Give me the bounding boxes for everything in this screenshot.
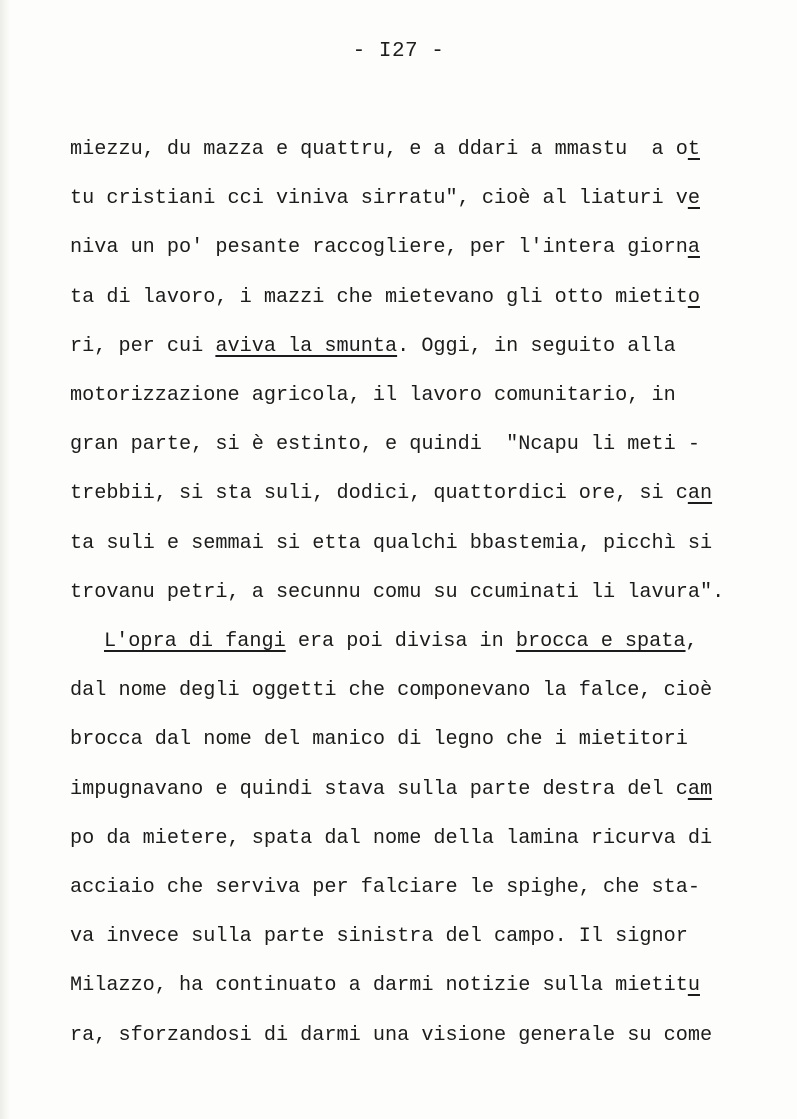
text-segment: ra, sforzandosi di darmi una visione generale su come bbox=[70, 1023, 713, 1047]
text-line bbox=[70, 381, 676, 411]
underlined-text: brocca e spata bbox=[515, 630, 686, 653]
text-segment: gran parte, si è estinto, e quindi "Ncapu li meti - bbox=[70, 433, 700, 457]
text-line bbox=[70, 135, 700, 165]
text-segment: motorizzazione agricola, il lavoro comunitario, in bbox=[70, 384, 676, 407]
text-segment: brocca dal nome del manico di legno che i mietitori bbox=[70, 728, 688, 752]
text-segment: trovanu petri, a secunnu comu su ccuminati li lavura". bbox=[70, 580, 725, 604]
underlined-text: aviva la smunta bbox=[215, 334, 398, 358]
text-segment: dal nome degli oggetti che componevano la falce, cioè bbox=[70, 679, 713, 703]
underlined-text: L'opra di fangi bbox=[104, 630, 286, 653]
text-segment: niva un po' pesante raccogliere, per l'intera giorn bbox=[70, 236, 688, 260]
underlined-text: t bbox=[687, 138, 700, 161]
text-line bbox=[104, 627, 698, 657]
text-line bbox=[70, 775, 712, 805]
text-segment: ta suli e semmai si etta qualchi bbastemia, picchì si bbox=[70, 531, 713, 555]
text-segment: va invece sulla parte sinistra del campo. Il signor bbox=[70, 925, 688, 949]
text-line bbox=[70, 184, 700, 214]
text-line bbox=[70, 529, 712, 559]
text-line bbox=[70, 676, 712, 706]
text-segment: Milazzo, ha continuato a darmi notizie sulla mietit bbox=[70, 974, 688, 998]
text-line bbox=[70, 430, 700, 460]
text-segment: impugnavano e quindi stava sulla parte destra del c bbox=[70, 777, 688, 801]
text-segment: miezzu, du mazza e quattru, e a ddari a mmastu a o bbox=[70, 138, 688, 161]
text-line bbox=[70, 578, 724, 608]
text-line bbox=[70, 971, 700, 1001]
underlined-text: an bbox=[687, 482, 713, 506]
text-line bbox=[70, 283, 700, 313]
text-segment: tu cristiani cci viniva sirratu", cioè al liaturi v bbox=[70, 187, 688, 211]
underlined-text: am bbox=[687, 777, 713, 801]
text-line bbox=[70, 922, 688, 952]
text-line bbox=[70, 1021, 712, 1051]
text-segment: acciaio che serviva per falciare le spighe, che sta- bbox=[70, 876, 700, 899]
text-segment: , bbox=[685, 630, 698, 653]
underlined-text: u bbox=[687, 974, 700, 998]
text-line bbox=[70, 824, 712, 854]
text-line bbox=[70, 332, 676, 362]
text-line bbox=[70, 873, 700, 903]
page-edge-shadow bbox=[0, 0, 10, 1119]
text-segment: ri, per cui bbox=[70, 334, 216, 358]
text-line bbox=[70, 725, 688, 755]
text-segment: ta di lavoro, i mazzi che mietevano gli otto mietit bbox=[70, 285, 688, 309]
text-segment: . Oggi, in seguito alla bbox=[397, 334, 676, 358]
text-segment: era poi divisa in bbox=[285, 630, 516, 653]
text-segment: trebbii, si sta suli, dodici, quattordici ore, si c bbox=[70, 482, 688, 506]
underlined-text: e bbox=[687, 187, 700, 211]
underlined-text: o bbox=[687, 285, 700, 309]
text-line bbox=[70, 479, 712, 509]
text-segment: po da mietere, spata dal nome della lamina ricurva di bbox=[70, 826, 713, 850]
underlined-text: a bbox=[687, 236, 700, 260]
text-line bbox=[70, 233, 700, 263]
page-number: - I27 - bbox=[352, 40, 445, 63]
